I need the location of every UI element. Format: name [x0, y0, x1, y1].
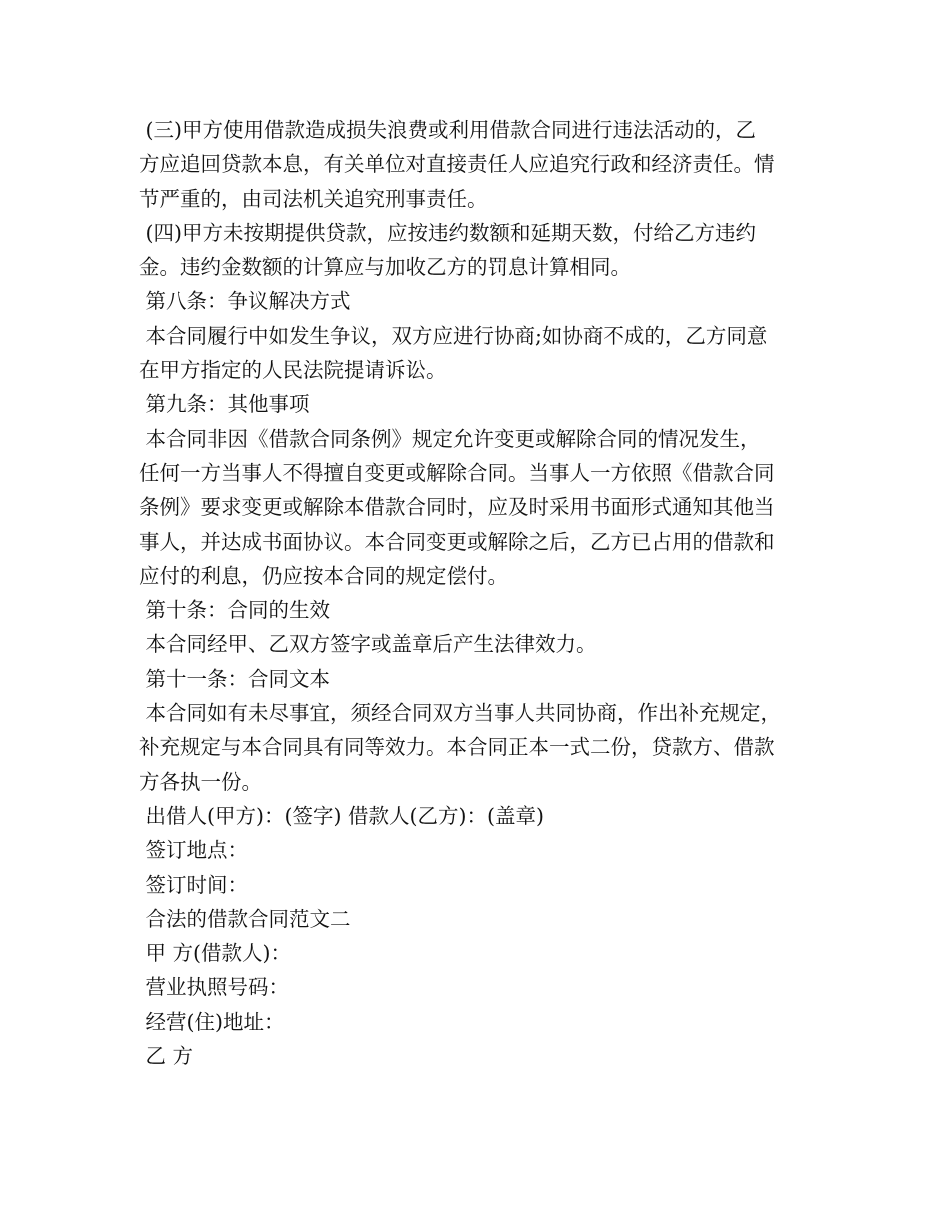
text-line: 事人，并达成书面协议。本合同变更或解除之后，乙方已占用的借款和: [139, 529, 775, 554]
text-line: 补充规定与本合同具有同等效力。本合同正本一式二份，贷款方、借款: [139, 735, 775, 760]
party-b-field: 乙 方: [139, 1044, 194, 1069]
text-line: 任何一方当事人不得擅自变更或解除合同。当事人一方依照《借款合同: [139, 460, 775, 485]
section-heading: 第九条：其他事项: [139, 392, 310, 417]
text-line: (四)甲方未按期提供贷款，应按违约数额和延期天数，付给乙方违约: [139, 220, 757, 245]
license-number-field: 营业执照号码：: [139, 975, 290, 1000]
section-heading: 第八条：争议解决方式: [139, 289, 351, 314]
text-line: 本合同履行中如发生争议，双方应进行协商;如协商不成的，乙方同意: [139, 323, 768, 348]
text-line: 条例》要求变更或解除本借款合同时，应及时采用书面形式通知其他当: [139, 495, 775, 520]
text-line: 方应追回贷款本息，有关单位对直接责任人应追究行政和经济责任。情: [139, 152, 775, 177]
text-line: 在甲方指定的人民法院提请诉讼。: [139, 358, 447, 383]
document-body: [139, 113, 839, 1073]
text-line: 应付的利息，仍应按本合同的规定偿付。: [139, 563, 508, 588]
section-title: 合法的借款合同范文二: [139, 906, 351, 931]
signing-time-field: 签订时间：: [139, 872, 249, 897]
text-line: (三)甲方使用借款造成损失浪费或利用借款合同进行违法活动的，乙: [139, 118, 757, 142]
section-heading: 第十条：合同的生效: [139, 598, 331, 623]
text-line: 本合同经甲、乙双方签字或盖章后产生法律效力。: [139, 632, 597, 657]
text-line: 节严重的，由司法机关追究刑事责任。: [139, 186, 488, 211]
text-line: 金。违约金数额的计算应与加收乙方的罚息计算相同。: [139, 255, 631, 280]
section-heading: 第十一条：合同文本: [139, 666, 331, 691]
text-line: 本合同非因《借款合同条例》规定允许变更或解除合同的情况发生，: [139, 426, 761, 451]
party-a-field: 甲 方(借款人)：: [139, 941, 292, 966]
text-line: 方各执一份。: [139, 769, 262, 794]
address-field: 经营(住)地址：: [139, 1009, 285, 1034]
text-line: 本合同如有未尽事宜，须经合同双方当事人共同协商，作出补充规定，: [139, 701, 782, 726]
signing-place-field: 签订地点：: [139, 838, 249, 863]
signature-line: 出借人(甲方)：(签字) 借款人(乙方)：(盖章): [139, 803, 545, 828]
